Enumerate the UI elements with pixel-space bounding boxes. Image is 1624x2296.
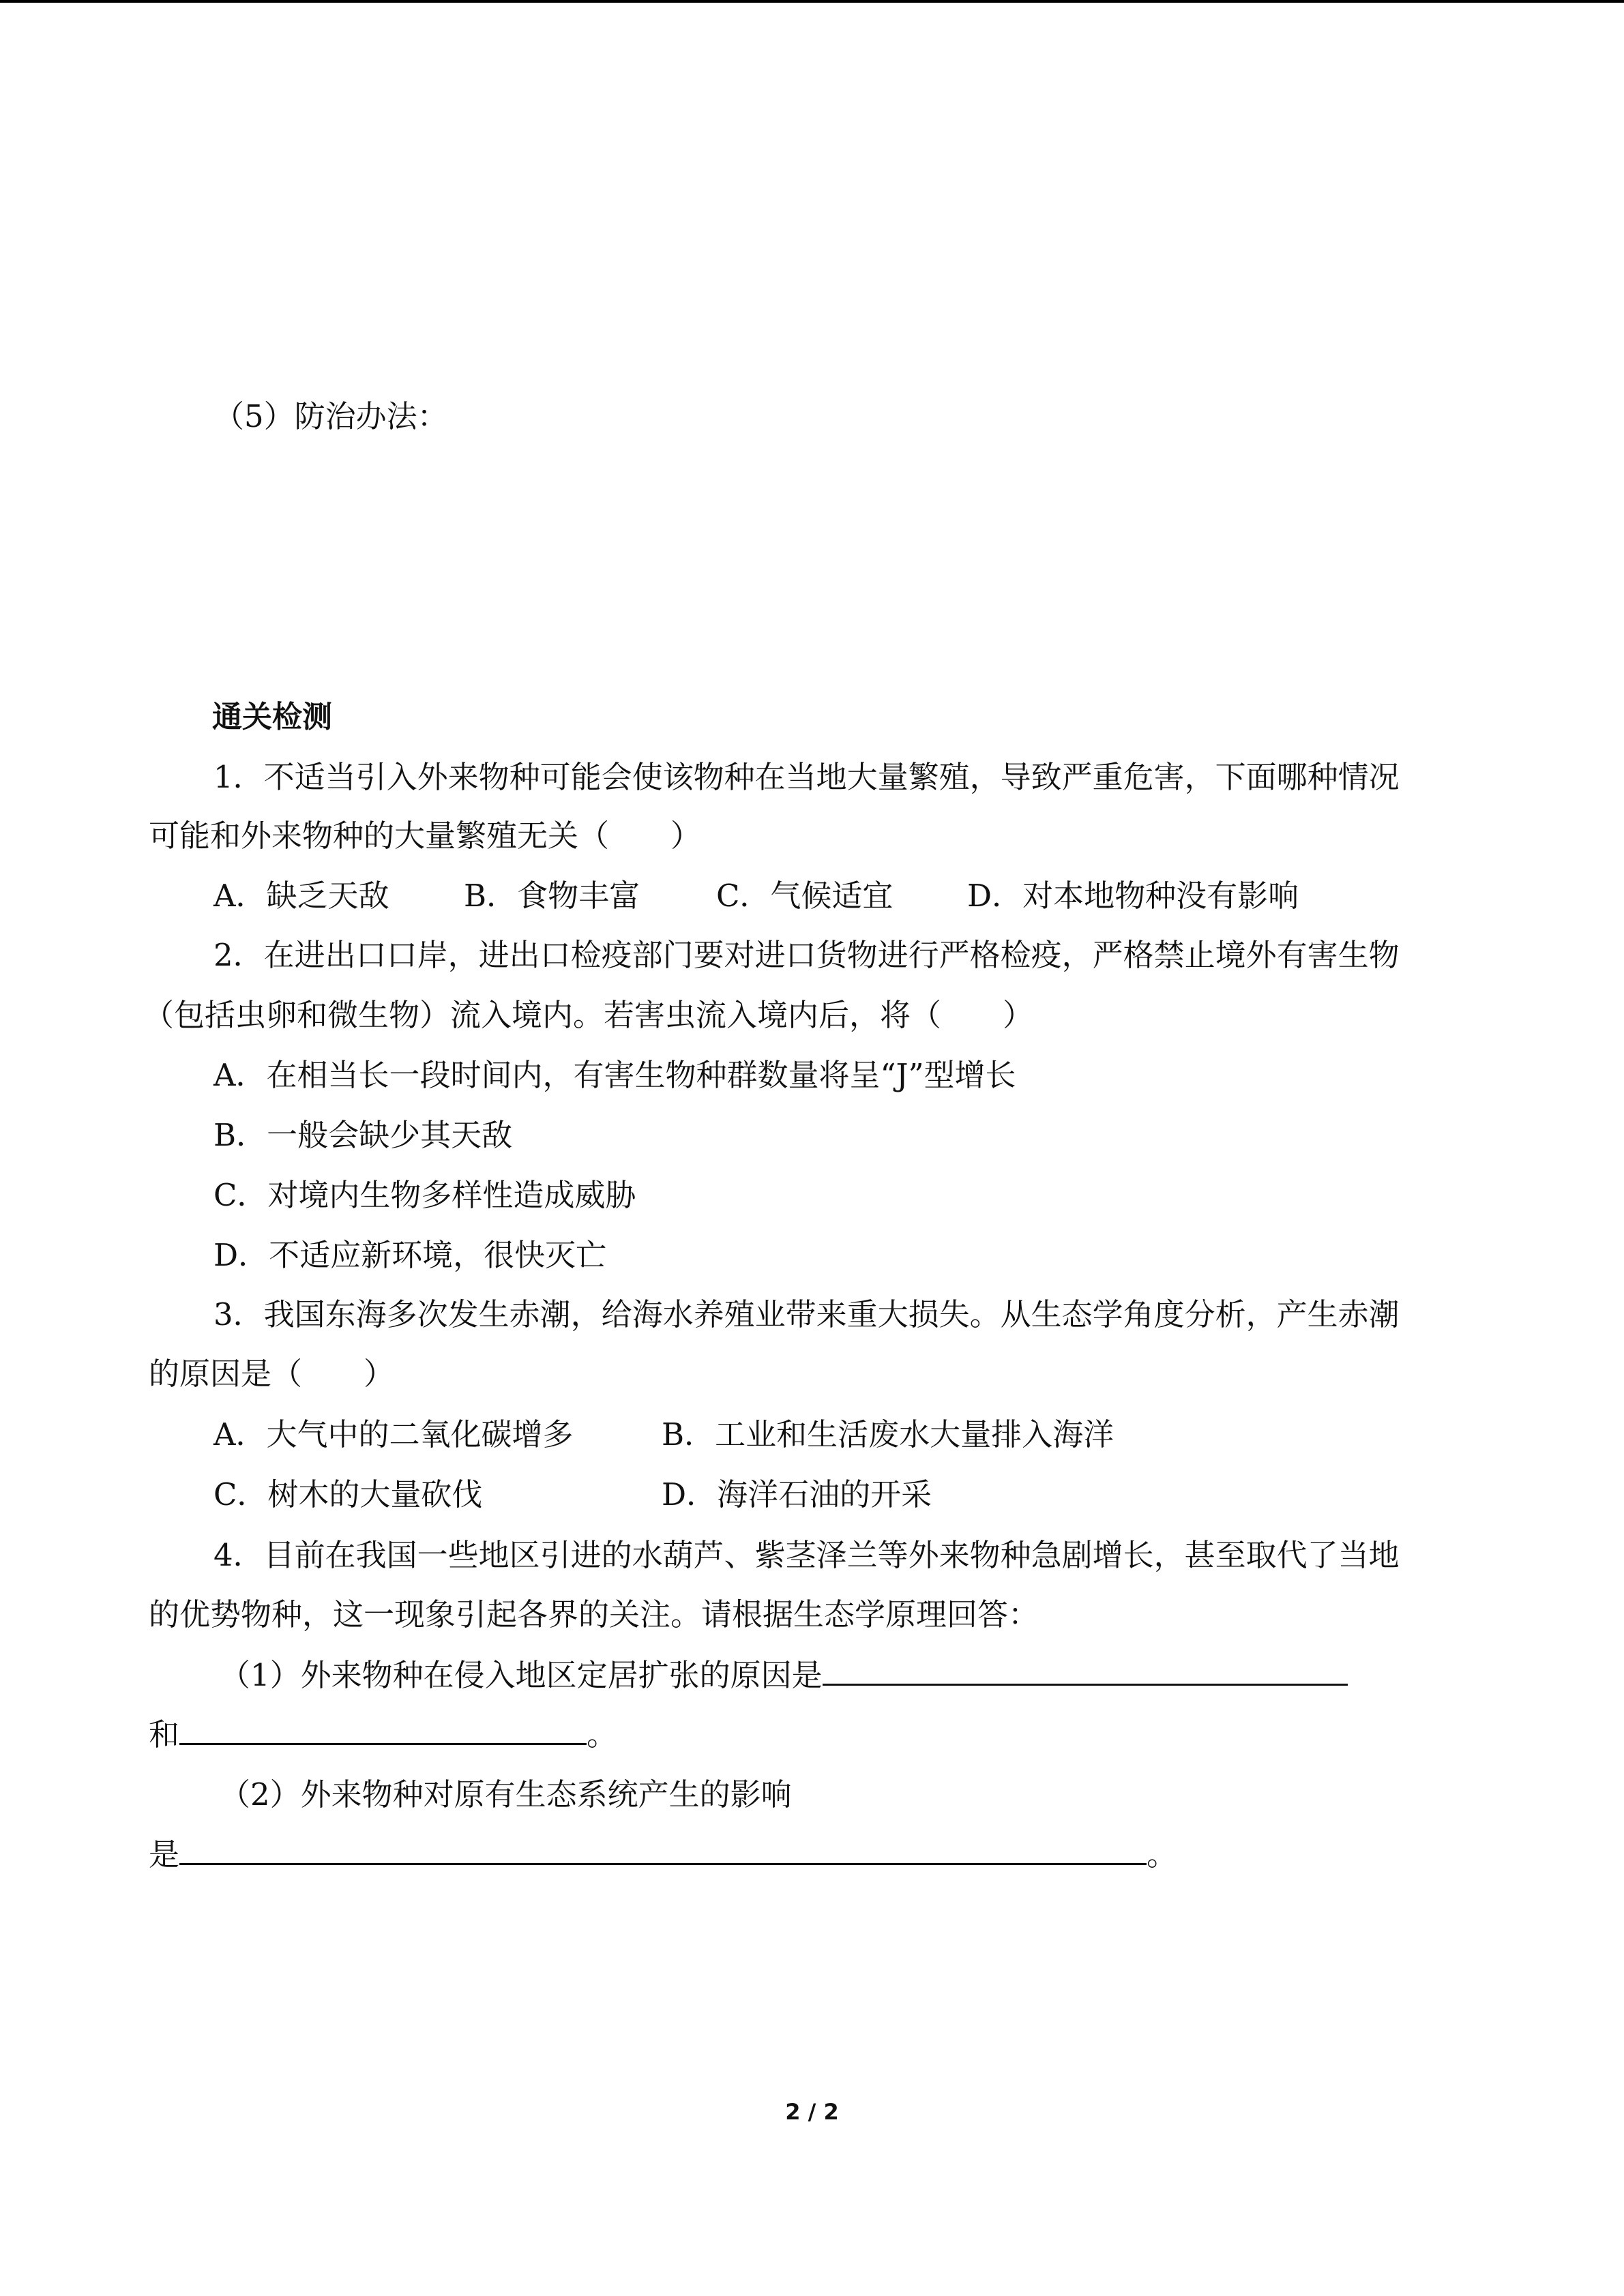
- q1-option-a: A．缺乏天敌: [213, 878, 389, 914]
- q1-option-d: D．对本地物种没有影响: [967, 878, 1299, 914]
- q4-sub1-line1: [220, 1655, 1348, 1696]
- q3-stem-line1: 3．我国东海多次发生赤潮，给海水养殖业带来重大损失。从生态学角度分析，产生赤潮: [213, 1296, 1400, 1332]
- q3-stem-line2: 的原因是（ ）: [149, 1356, 395, 1392]
- q1-stem-line2: 可能和外来物种的大量繁殖无关（ ）: [149, 818, 702, 854]
- q4-stem-line1: 4．目前在我国一些地区引进的水葫芦、紫茎泽兰等外来物种急剧增长，甚至取代了当地: [213, 1537, 1400, 1573]
- page-number: 2 / 2: [785, 2099, 839, 2125]
- q4-sub2-line2: [149, 1834, 1177, 1875]
- q2-option-c: C．对境内生物多样性造成威胁: [213, 1177, 636, 1213]
- q2-stem-line2: （包括虫卵和微生物）流入境内。若害虫流入境内后，将（ ）: [143, 997, 1034, 1033]
- q2-option-b: B．一般会缺少其天敌: [213, 1117, 513, 1153]
- page-top-border: [0, 0, 1624, 3]
- answer-blank-3[interactable]: [179, 1834, 1147, 1865]
- q3-option-d: D．海洋石油的开采: [662, 1476, 932, 1512]
- q1-stem-line1: 1．不适当引入外来物种可能会使该物种在当地大量繁殖，导致严重危害，下面哪种情况: [213, 759, 1400, 795]
- q2-option-a: A．在相当长一段时间内，有害生物种群数量将呈“J”型增长: [213, 1057, 1016, 1093]
- q4-sub1-line2: [149, 1714, 617, 1755]
- q4-stem-line2: 的优势物种，这一现象引起各界的关注。请根据生态学原理回答：: [149, 1596, 1039, 1632]
- q4-sub1-text: （1）外来物种在侵入地区定居扩张的原因是: [220, 1657, 823, 1693]
- q1-option-c: C．气候适宜: [716, 878, 894, 914]
- q3-option-c: C．树木的大量砍伐: [213, 1476, 483, 1512]
- q3-option-a: A．大气中的二氧化碳增多: [213, 1416, 574, 1452]
- answer-blank-1[interactable]: [823, 1655, 1348, 1686]
- q4-sub1-suffix: 。: [587, 1716, 618, 1753]
- q4-sub2-prefix: 是: [149, 1836, 180, 1873]
- q4-sub2-line1: （2）外来物种对原有生态系统产生的影响: [220, 1776, 792, 1813]
- q4-sub2-suffix: 。: [1147, 1836, 1178, 1873]
- q3-option-b: B．工业和生活废水大量排入海洋: [662, 1416, 1114, 1452]
- q2-option-d: D．不适应新环境，很快灭亡: [213, 1237, 607, 1273]
- q1-option-b: B．食物丰富: [464, 878, 640, 914]
- q2-stem-line1: 2．在进出口口岸，进出口检疫部门要对进口货物进行严格检疫，严格禁止境外有害生物: [213, 937, 1400, 973]
- section-title: 通关检测: [212, 700, 332, 734]
- q4-sub1-prefix: 和: [149, 1716, 180, 1753]
- item-5-prevention: （5）防治办法：: [213, 398, 448, 434]
- answer-blank-2[interactable]: [179, 1714, 587, 1745]
